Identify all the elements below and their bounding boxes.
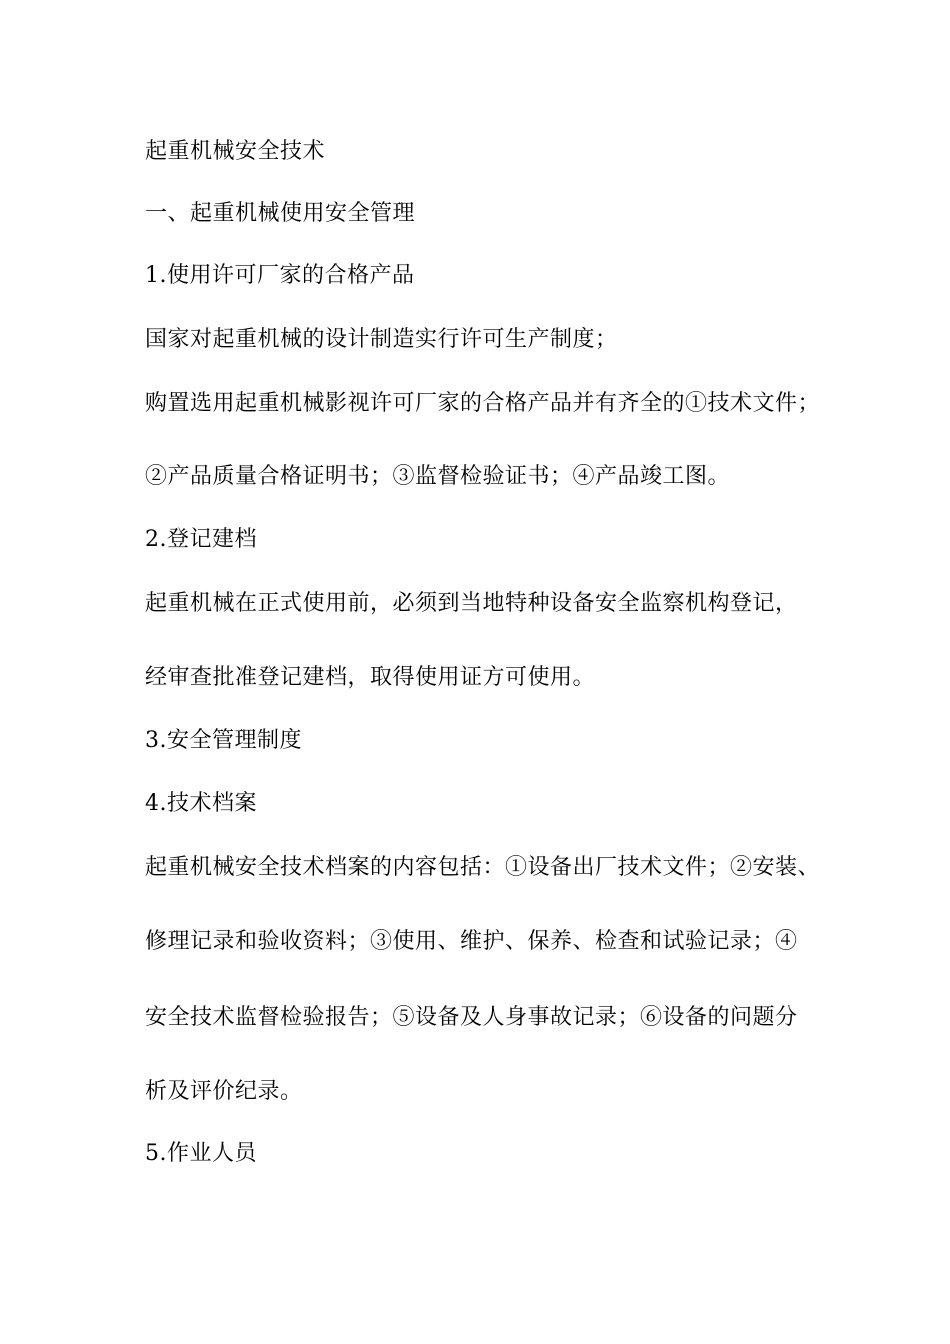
- item-4-paragraph-line: 析及评价纪录。: [145, 1079, 303, 1104]
- item-4-paragraph-line: 安全技术监督检验报告；⑤设备及人身事故记录；⑥设备的问题分: [145, 1005, 798, 1030]
- item-1-paragraph: 国家对起重机械的设计制造实行许可生产制度；: [145, 327, 618, 352]
- item-5-heading: 5.作业人员: [145, 1141, 257, 1166]
- item-1-heading: 1.使用许可厂家的合格产品: [145, 263, 415, 288]
- item-1-paragraph-line: 购置选用起重机械影视许可厂家的合格产品并有齐全的①技术文件；: [145, 391, 821, 416]
- item-4-paragraph-line: 起重机械安全技术档案的内容包括：①设备出厂技术文件；②安装、: [145, 855, 821, 880]
- document-title: 起重机械安全技术: [145, 139, 326, 164]
- item-4-paragraph-line: 修理记录和验收资料；③使用、维护、保养、检查和试验记录；④: [145, 929, 798, 954]
- item-3-heading: 3.安全管理制度: [145, 728, 302, 753]
- item-4-heading: 4.技术档案: [145, 791, 257, 816]
- section-heading: 一、起重机械使用安全管理: [145, 201, 416, 226]
- item-2-paragraph-line: 经审查批准登记建档，取得使用证方可使用。: [145, 665, 596, 690]
- item-1-paragraph-line: ②产品质量合格证明书；③监督检验证书；④产品竣工图。: [145, 464, 731, 489]
- item-2-paragraph-line: 起重机械在正式使用前，必须到当地特种设备安全监察机构登记，: [145, 591, 798, 616]
- item-2-heading: 2.登记建档: [145, 527, 257, 552]
